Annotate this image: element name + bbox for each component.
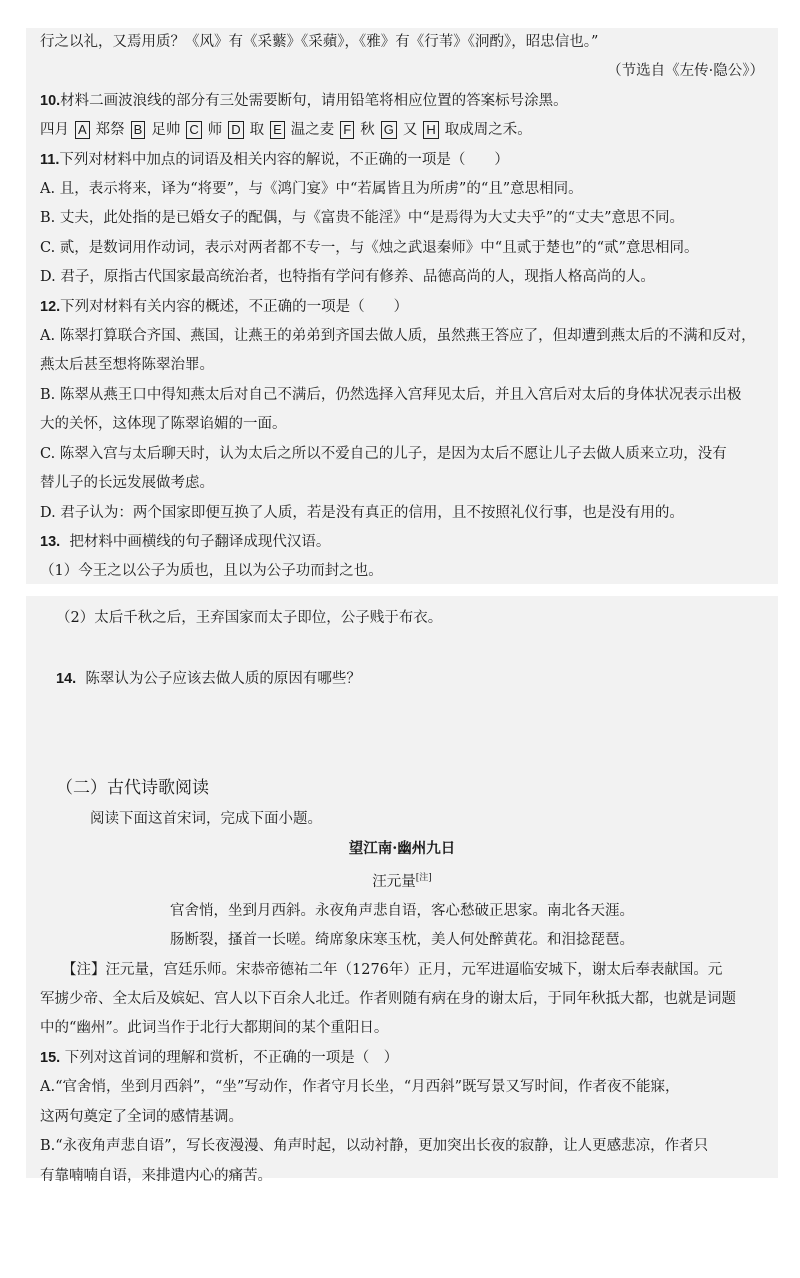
question-text: 下列对材料中加点的词语及相关内容的解说，不正确的一项是（ ） [59,151,509,168]
q11-option-d: D. 君子，原指古代国家最高统治者，也特指有学问有修养、品德高尚的人，现指人格高尚的人。 [40,269,655,286]
answer-box-e[interactable]: E [270,121,285,139]
q15-option-a-line2: 这两句奠定了全词的感情基调。 [40,1108,243,1125]
q12-option-a-line1: A. 陈翠打算联合齐国、燕国，让燕王的弟弟到齐国去做人质，虽然燕王答应了，但却遭到燕太后的不满和反对， [40,328,756,345]
question-number: 14. [56,671,77,688]
answer-box-g[interactable]: G [381,121,397,139]
lower-question-panel [26,596,778,1184]
question-12 [40,293,764,322]
q11-option-c: C. 贰，是数词用作动词，表示对两者都不专一，与《烛之武退秦师》中“且贰于楚也”的“贰”意思相同。 [40,239,699,256]
note-marker: [注] [415,872,432,883]
q15-option-b-line2: 有靠喃喃自语，来排遣内心的痛苦。 [40,1167,272,1184]
text-segment: 温之麦 [290,122,335,139]
answer-box-a[interactable]: A [75,121,90,139]
poem-note-line1: 【注】汪元量，宫廷乐师。宋恭帝德祐二年（1276年）正月，元军进逼临安城下，谢太后奉表献国。元 [62,961,723,978]
text-segment: 郑祭 [95,122,125,139]
question-15 [40,1044,764,1073]
q12-option-c-line2: 替儿子的长远发展做考虑。 [40,475,214,492]
question-13 [40,528,764,557]
question-text: 下列对材料有关内容的概述，不正确的一项是（ ） [60,298,409,315]
poem-note-line2: 军掳少帝、全太后及嫔妃、宫人以下百余人北迁。作者则随有病在身的谢太后，于同年秋抵大都，也就是词题 [40,991,736,1008]
poem-author [40,864,764,897]
upper-question-panel [26,28,778,584]
section-title: （二）古代诗歌阅读 [56,777,209,798]
poem-stanza-1: 官舍悄，坐到月西斜。永夜角声悲自语，客心愁破正思家。南北各天涯。 [170,902,634,919]
question-10 [40,87,764,116]
author-name: 汪元量 [372,873,416,890]
answer-box-f[interactable]: F [340,121,354,139]
text-segment: 又 [402,122,418,139]
answer-box-b[interactable]: B [131,121,146,139]
question-text: 材料二画波浪线的部分有三处需要断句，请用铅笔将相应位置的答案标号涂黑。 [60,92,568,109]
question-10-break-options [40,116,764,145]
question-text: 把材料中画横线的句子翻译成现代汉语。 [69,533,331,550]
question-number: 15. [40,1049,61,1066]
answer-box-h[interactable]: H [423,121,438,139]
question-number: 10. [40,92,61,109]
q15-option-a-line1: A.“官舍悄，坐到月西斜”，“坐”写动作，作者守月长坐，“月西斜”既写景又写时间，作者夜不能寐， [40,1079,680,1096]
text-segment: 师 [207,122,223,139]
text-segment: 取成周之禾。 [444,122,532,139]
q12-option-c-line1: C. 陈翠入宫与太后聊天时，认为太后之所以不爱自己的儿子，是因为太后不愿让儿子去做人质来立功，没有 [40,445,727,462]
passage-closing-line: 行之以礼，又焉用质？《风》有《采蘩》《采蘋》，《雅》有《行苇》《泂酌》，昭忠信也。” [40,34,599,50]
poem-note-line3: 中的“幽州”。此词当作于北行大都期间的某个重阳日。 [40,1020,389,1037]
poem-title: 望江南·幽州九日 [348,840,456,858]
question-14 [40,665,764,694]
question-11 [40,146,764,175]
text-segment: 四月 [40,122,69,139]
q13-sentence-1: （1）今王之以公子为质也，且以为公子功而封之也。 [40,563,383,580]
text-segment: 秋 [360,122,375,139]
question-text: 陈翠认为公子应该去做人质的原因有哪些？ [85,671,361,688]
q13-sentence-2: （2）太后千秋之后，王弃国家而太子即位，公子贱于布衣。 [56,610,443,626]
text-segment: 足帅 [151,122,181,139]
q12-option-d: D. 君子认为：两个国家即便互换了人质，若是没有真正的信用，且不按照礼仪行事，也是没有用的。 [40,504,684,521]
q12-option-a-line2: 燕太后甚至想将陈翠治罪。 [40,357,214,374]
q15-option-b-line1: B.“永夜角声悲自语”，写长夜漫漫、角声时起，以动衬静，更加突出长夜的寂静，让人更感悲凉，作者只 [40,1138,709,1155]
question-number: 11. [40,151,60,168]
q11-option-b: B. 丈夫，此处指的是已婚女子的配偶，与《富贵不能淫》中“是焉得为大丈夫乎”的“丈夫”意思不同。 [40,210,685,227]
poem-stanza-2: 肠断裂，搔首一长嗟。绮席象床寒玉枕，美人何处醉黄花。和泪捻琵琶。 [170,932,634,949]
reading-instruction: 阅读下面这首宋词，完成下面小题。 [90,810,322,827]
q12-option-b-line1: B. 陈翠从燕王口中得知燕太后对自己不满后，仍然选择入宫拜见太后，并且入宫后对太后的身体状况表示出极 [40,386,742,403]
q12-option-b-line2: 大的关怀，这体现了陈翠谄媚的一面。 [40,416,287,433]
source-citation: （节选自《左传·隐公》） [607,63,764,80]
answer-box-c[interactable]: C [186,121,201,139]
question-number: 13. [40,533,61,550]
text-segment: 取 [249,122,265,139]
q11-option-a: A. 且，表示将来，译为“将要”，与《鸿门宴》中“若属皆且为所虏”的“且”意思相同。 [40,181,583,198]
answer-box-d[interactable]: D [228,121,243,139]
question-number: 12. [40,298,61,315]
question-text: 下列对这首词的理解和赏析，不正确的一项是（ ） [64,1049,399,1066]
